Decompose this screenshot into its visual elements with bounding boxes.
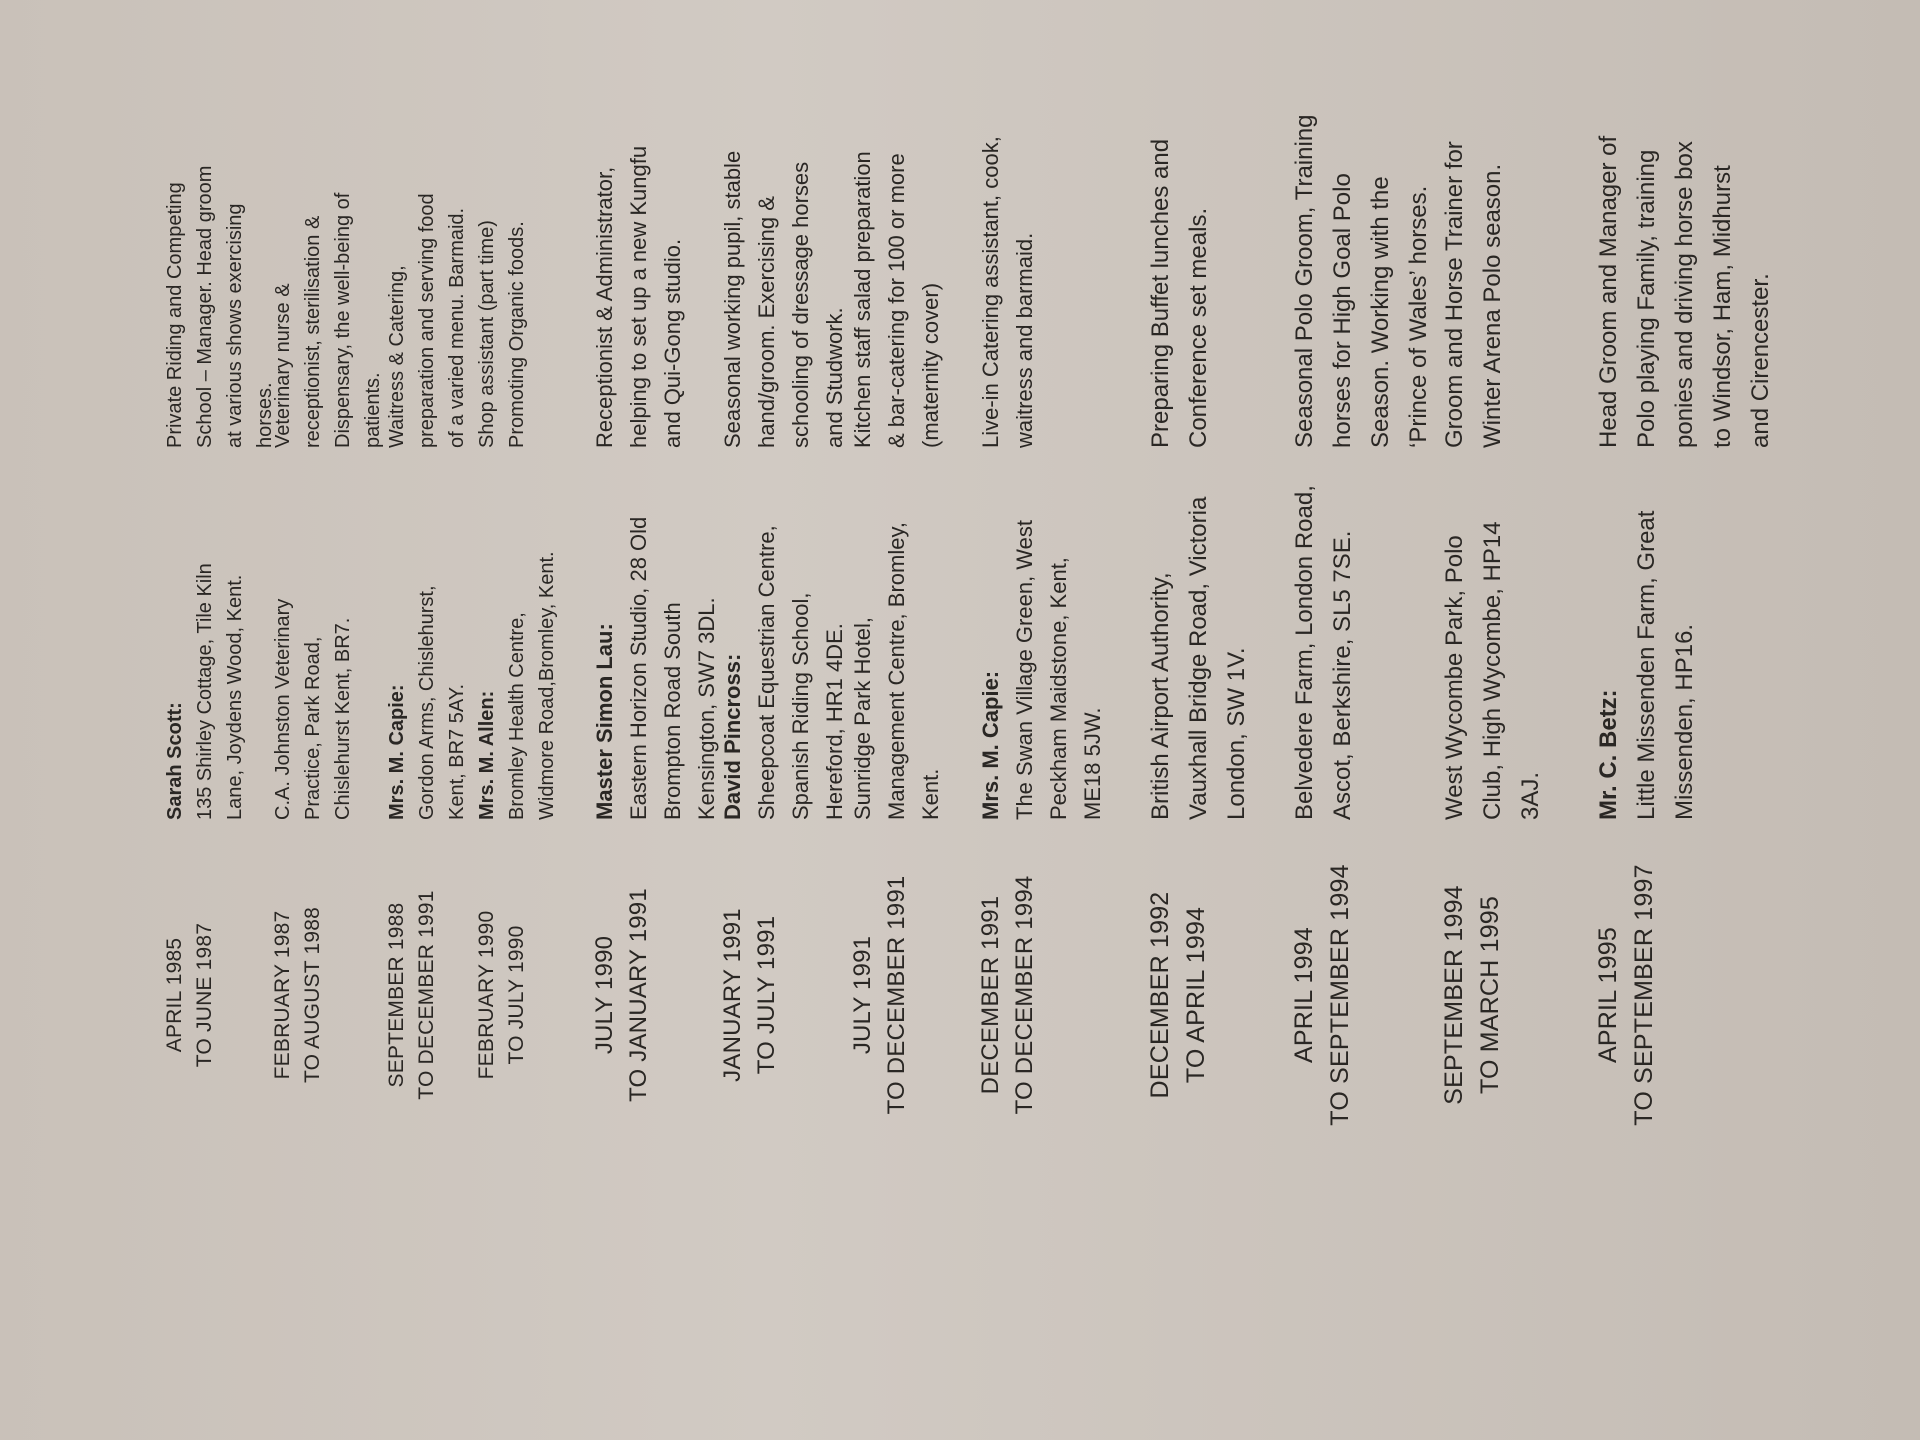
entry-employer [1590,460,1704,820]
entry-dates [268,850,328,1140]
employer-name: Mr. C. Betz: [1595,689,1622,820]
entry-dates [588,850,656,1140]
employer-address-line: Sheepcoat Equestrian Centre, [754,525,779,820]
date-from: DECEMBER 1991 [977,895,1004,1095]
employer-address-line: Kent. [918,768,943,820]
entry-dates [1142,850,1214,1140]
employer-address-line: Peckham Maidstone, Kent, [1046,557,1071,820]
date-to: TO SEPTEMBER 1997 [1630,864,1658,1126]
employer-address-line: 135 Shirley Cottage, Tile Kiln [194,563,216,820]
employer-name: Mrs. M. Capie: [978,670,1003,820]
date-to: TO JANUARY 1991 [625,888,652,1102]
entry-role [1142,118,1218,448]
entry-dates [382,850,442,1140]
role-line: Polo playing Family, training [1633,149,1660,448]
date-from: JULY 1991 [849,935,876,1055]
role-line: Dispensary, the well-being of [332,192,354,448]
entry-employer [268,460,358,820]
employer-address-line: Sunridge Park Hotel, [850,617,875,820]
employer-address-line: Club, High Wycombe, HP14 [1479,521,1506,820]
role-line: horses for High Goal Polo [1329,173,1356,448]
role-line: Winter Arena Polo season. [1479,163,1506,448]
employer-address-line: Missenden, HP16. [1671,623,1698,820]
date-from: APRIL 1985 [163,937,186,1053]
employer-address-line: London, SW 1V. [1223,647,1250,820]
date-from: APRIL 1995 [1594,927,1622,1063]
date-to: TO SEPTEMBER 1994 [1326,864,1354,1126]
entry-role [1436,118,1512,448]
role-line: Seasonal Polo Groom, Training [1291,114,1318,448]
employer-address-line: Hereford, HR1 4DE. [822,623,847,820]
role-line: Receptionist & Administrator, [592,166,617,448]
entry-dates [1590,850,1662,1140]
employer-address-line: Gordon Arms, Chislehurst, [416,585,438,820]
entry-employer [846,460,948,820]
role-line: ‘Prince of Wales’ horses. [1405,185,1432,448]
entry-employer [1142,460,1256,820]
date-from: FEBRUARY 1987 [271,910,294,1080]
date-to: TO DECEMBER 1991 [415,890,438,1100]
entry-employer [1286,460,1362,820]
date-to: TO JULY 1990 [505,925,528,1065]
date-to: TO JUNE 1987 [193,922,216,1068]
employer-address-line: C.A. Johnston Veterinary [272,598,294,820]
role-line: schooling of dressage horses [788,161,813,448]
role-line: Waitress & Catering, [386,265,408,448]
entry-role [974,118,1042,448]
role-line: and Studwork. [822,307,847,448]
employer-address-line: Little Missenden Farm, Great [1633,510,1660,820]
role-line: (maternity cover) [918,282,943,448]
date-from: JULY 1990 [591,935,618,1055]
date-to: TO AUGUST 1988 [301,907,324,1083]
entry-role [846,118,948,448]
date-from: SEPTEMBER 1988 [385,902,408,1088]
role-line: horses. [254,382,276,448]
employer-name: Sarah Scott: [164,702,186,820]
date-from: FEBRUARY 1990 [475,910,498,1080]
role-line: Season. Working with the [1367,176,1394,448]
entry-role [382,118,472,448]
entry-employer [1436,460,1550,820]
date-from: APRIL 1994 [1290,927,1318,1063]
entry-dates [1436,850,1508,1140]
role-line: preparation and serving food [416,193,438,448]
role-line: to Windsor, Ham, Midhurst [1709,165,1736,448]
employer-name: David Pincross: [720,653,745,820]
employer-address-line: 3AJ. [1517,771,1544,820]
role-line: and Cirencester. [1747,273,1774,448]
role-line: Private Riding and Competing [164,182,186,448]
role-line: School – Manager. Head groom [194,165,216,448]
role-line: helping to set up a new Kungfu [626,145,651,448]
employer-address-line: ME18 5JW. [1080,707,1105,820]
role-line: Conference set meals. [1185,207,1212,448]
employer-address-line: Belvedere Farm, London Road, [1291,485,1318,820]
role-line: Preparing Buffet lunches and [1147,138,1174,448]
role-line: Head Groom and Manager of [1595,135,1622,448]
entry-employer [382,460,472,820]
employer-address-line: West Wycombe Park, Polo [1441,535,1468,820]
entry-employer [716,460,852,820]
date-to: TO APRIL 1994 [1182,906,1210,1084]
entry-role [1590,118,1780,448]
employer-address-line: Vauxhall Bridge Road, Victoria [1185,496,1212,820]
employer-address-line: Brompton Road South [660,602,685,820]
role-line: of a varied menu. Barmaid. [446,207,468,448]
entry-employer [588,460,724,820]
entry-role [716,118,852,448]
employer-address-line: British Airport Authority, [1147,572,1174,820]
role-line: and Qui-Gong studio. [660,238,685,448]
role-line: patients. [362,372,384,448]
date-to: TO DECEMBER 1991 [883,875,910,1115]
entry-role [1286,114,1438,448]
employer-address-line: Kensington, SW7 3DL. [694,597,719,820]
employer-address-line: Practice, Park Road, [302,636,324,820]
entry-dates [846,850,914,1140]
date-from: JANUARY 1991 [719,908,746,1082]
role-line: hand/groom. Exercising & [754,196,779,448]
employer-name: Mrs. M. Allen: [476,690,498,820]
role-line: Groom and Horse Trainer for [1441,141,1468,448]
date-from: DECEMBER 1992 [1146,891,1174,1099]
role-line: Veterinary nurse & [272,283,294,448]
entry-dates [160,850,220,1140]
role-line: Live-in Catering assistant, cook, [978,136,1003,448]
employer-address-line: Eastern Horizon Studio, 28 Old [626,516,651,820]
entry-employer [974,460,1110,820]
entry-employer [472,460,562,820]
entry-role [472,118,532,448]
entry-dates [974,850,1042,1140]
employer-address-line: Ascot, Berkshire, SL5 7SE. [1329,530,1356,820]
entry-role [268,118,388,448]
date-from: SEPTEMBER 1994 [1440,885,1468,1105]
role-line: Promoting Organic foods. [506,221,528,448]
employer-name: Mrs. M. Capie: [386,684,408,820]
employer-address-line: Bromley Health Centre, [506,612,528,820]
role-line: at various shows exercising [224,203,246,448]
date-to: TO MARCH 1995 [1476,895,1504,1095]
date-to: TO JULY 1991 [753,915,780,1075]
role-line: ponies and driving horse box [1671,141,1698,448]
employer-address-line: Kent, BR7 5AY. [446,683,468,820]
role-line: receptionist, sterilisation & [302,215,324,448]
entry-dates [472,850,532,1140]
employer-address-line: Chislehurst Kent, BR7. [332,617,354,820]
employer-address-line: Lane, Joydens Wood, Kent. [224,574,246,820]
employer-address-line: Spanish Riding School, [788,592,813,820]
entry-dates [716,850,784,1140]
employer-name: Master Simon Lau: [592,623,617,820]
employer-address-line: Management Centre, Bromley, [884,522,909,820]
entry-role [160,118,280,448]
entry-employer [160,460,250,820]
employer-address-line: The Swan Village Green, West [1012,519,1037,820]
role-line: Kitchen staff salad preparation [850,151,875,448]
entry-role [588,118,690,448]
date-to: TO DECEMBER 1994 [1011,875,1038,1115]
role-line: Seasonal working pupil, stable [720,150,745,448]
role-line: waitress and barmaid. [1012,232,1037,448]
role-line: Shop assistant (part time) [476,220,498,448]
entry-dates [1286,850,1358,1140]
role-line: & bar-catering for 100 or more [884,153,909,448]
employer-address-line: Widmore Road,Bromley, Kent. [536,551,558,820]
